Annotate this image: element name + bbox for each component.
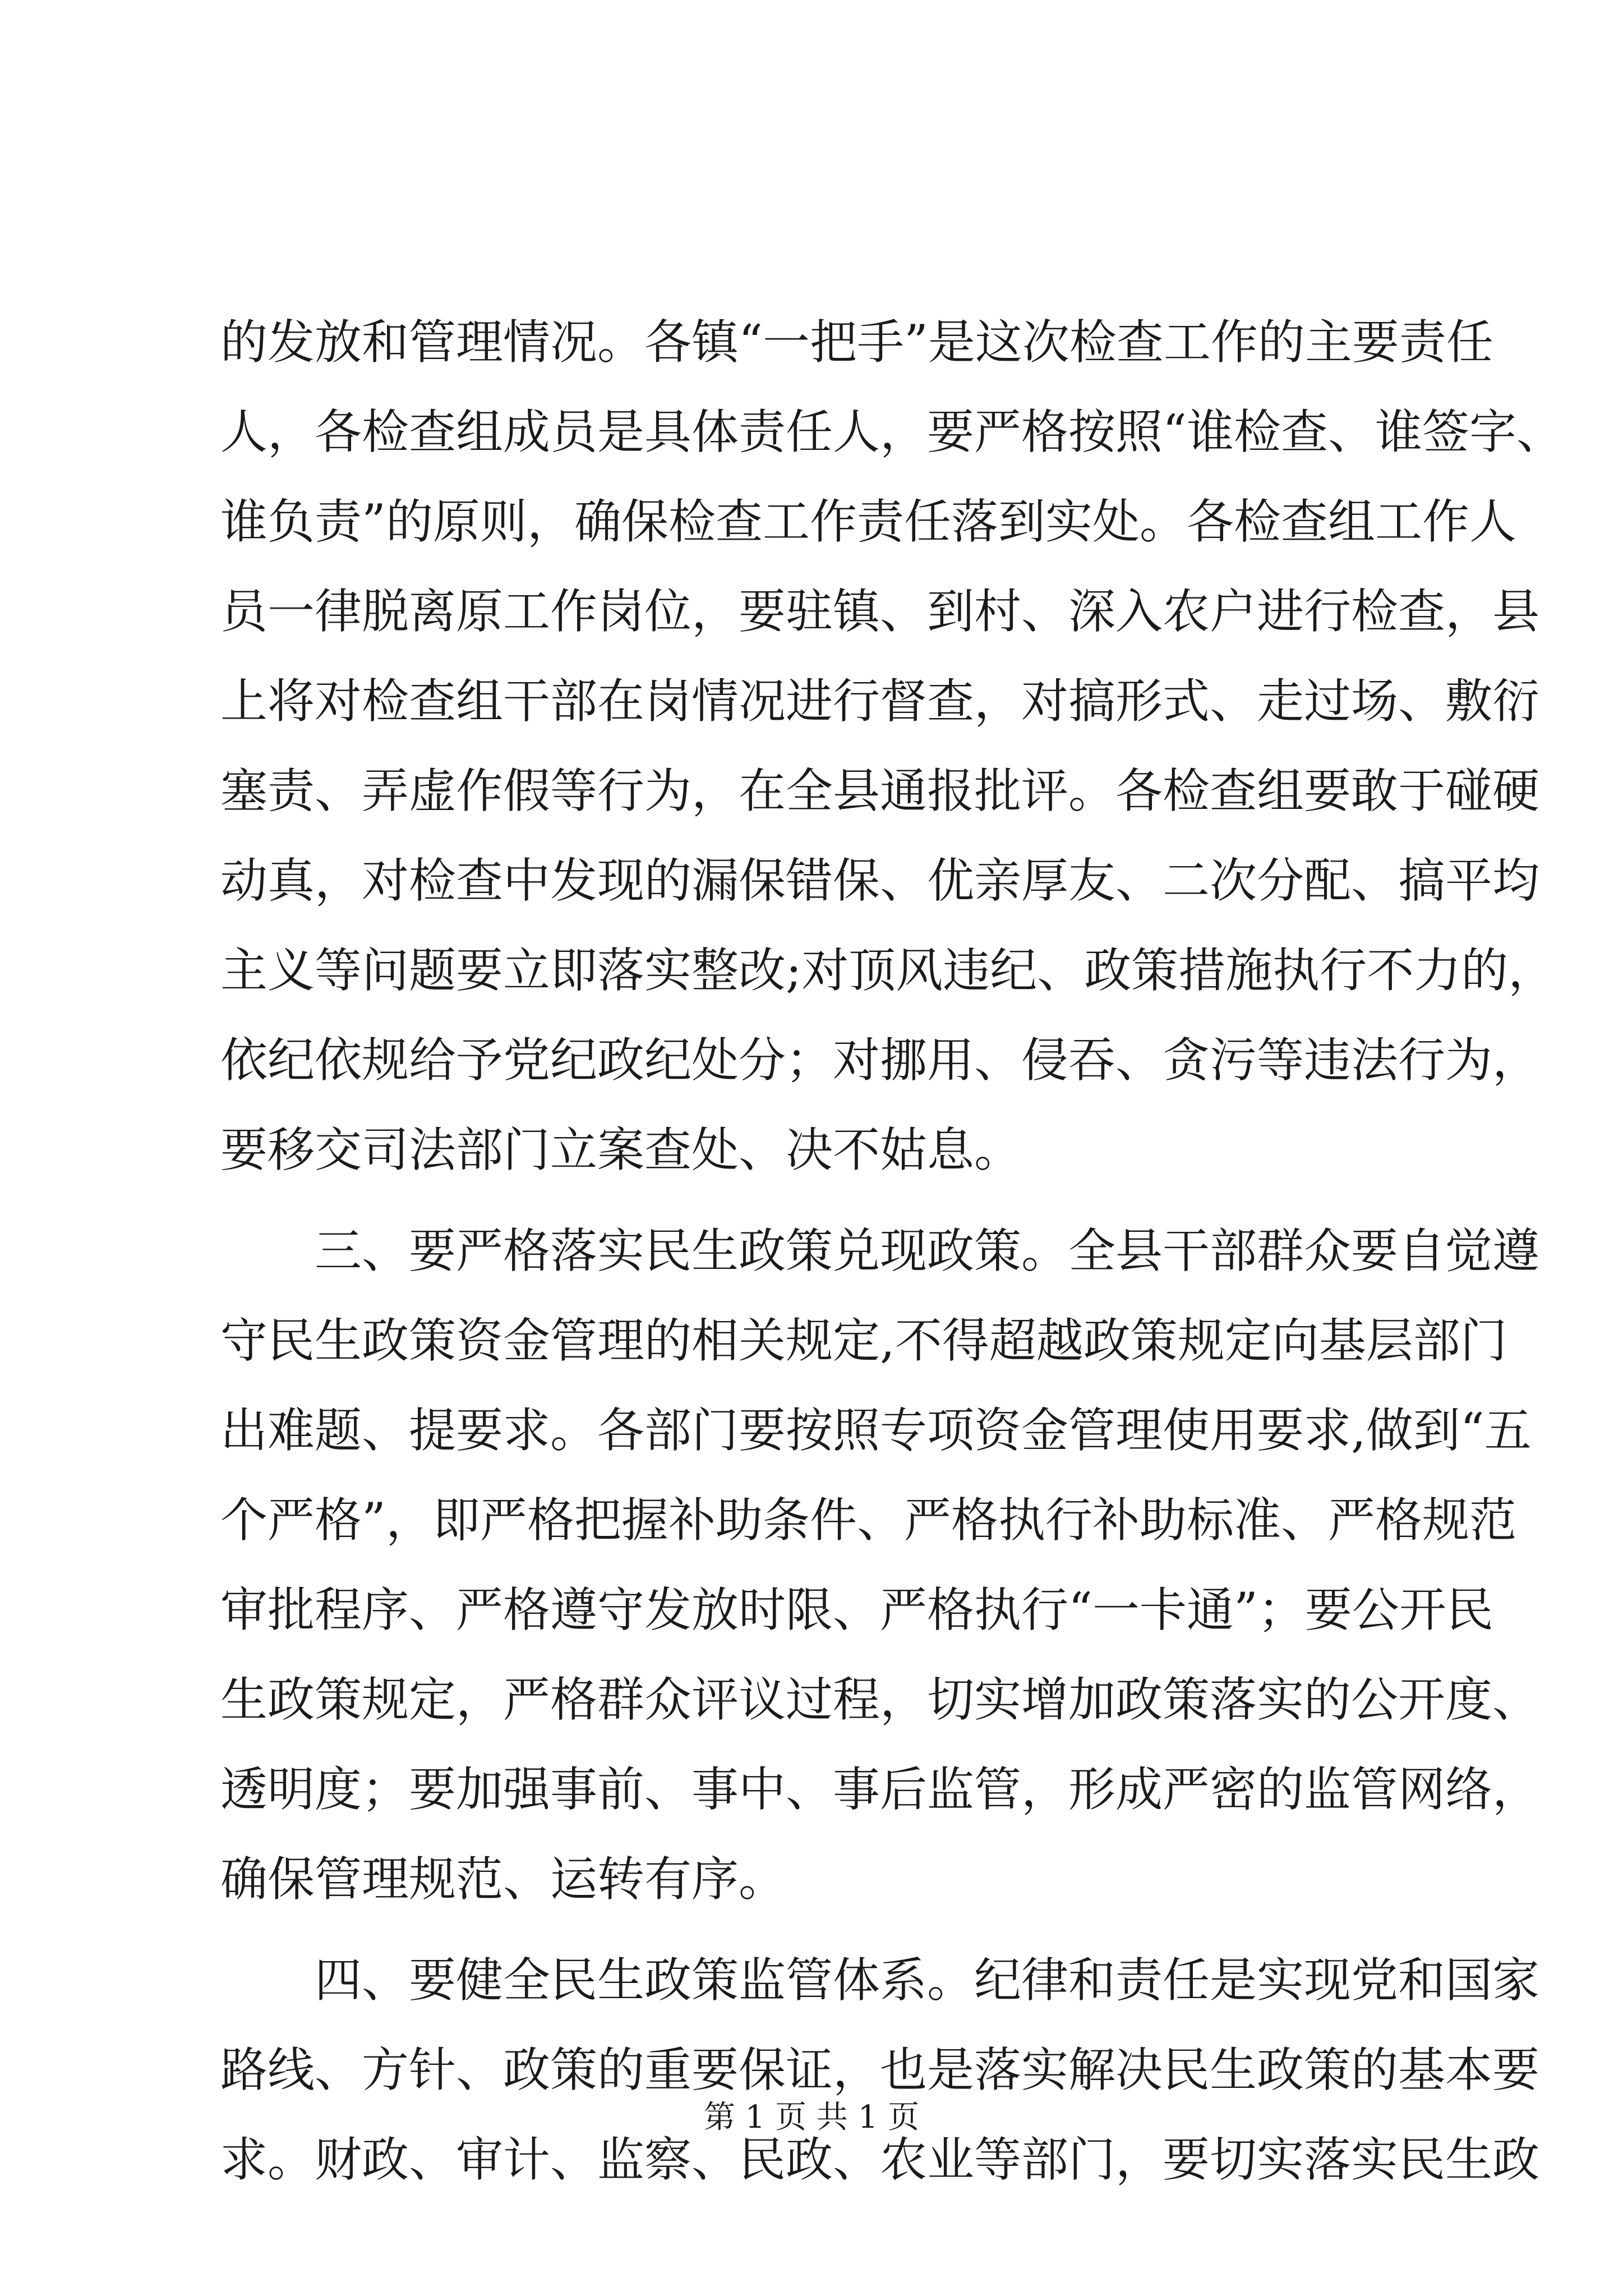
text-line: 谁负责”的原则，确保检查工作责任落到实处。各检查组工作人 [220,494,1516,549]
text-line: 四、要健全民生政策监管体系。纪律和责任是实现党和国家 [220,1953,1540,2008]
text-line: 主义等问题要立即落实整改;对顶风违纪、政策措施执行不力的， [220,943,1556,998]
text-line: 的发放和管理情况。各镇“一把手”是这次检查工作的主要责任 [220,315,1493,370]
paragraph-spacer [220,1195,1409,1206]
text-line: 塞责、弄虚作假等行为，在全县通报批评。各检查组要敢于碰硬 [220,763,1540,818]
text-line: 守民生政策资金管理的相关规定,不得超越政策规定向基层部门 [220,1313,1507,1368]
page-footer [0,2095,1623,2140]
text-line: 上将对检查组干部在岗情况进行督查，对搞形式、走过场、敷衍 [220,674,1540,729]
document-body [220,297,1564,2205]
text-line: 生政策规定，严格群众评议过程，切实增加政策落实的公开度、 [220,1672,1540,1727]
text-line: 三、要严格落实民生政策兑现政策。全县干部群众要自觉遵 [220,1223,1540,1278]
text-line: 动真，对检查中发现的漏保错保、优亲厚友、二次分配、搞平均 [220,853,1540,908]
page-number-label: 第 1 页 共 1 页 [703,2099,920,2136]
text-line: 出难题、提要求。各部门要按照专项资金管理使用要求,做到“五 [220,1403,1532,1458]
paragraph [220,297,1564,1195]
text-line: 透明度；要加强事前、事中、事后监管，形成严密的监管网络， [220,1762,1540,1817]
text-line: 要移交司法部门立案查处、决不姑息。 [220,1122,1022,1177]
text-line: 审批程序、严格遵守发放时限、严格执行“一卡通”；要公开民 [220,1582,1493,1637]
text-line: 人，各检查组成员是具体责任人，要严格按照“谁检查、谁签字、 [220,404,1564,459]
text-line: 路线、方针、政策的重要保证，也是落实解决民生政策的基本要 [220,2042,1540,2097]
text-line: 依纪依规给予党纪政纪处分；对挪用、侵吞、贪污等违法行为， [220,1033,1540,1088]
text-line: 求。财政、审计、监察、民政、农业等部门，要切实落实民生政 [220,2132,1540,2187]
paragraph [220,1206,1540,1924]
paragraph [220,1935,1540,2205]
text-line: 个严格”，即严格把握补助条件、严格执行补助标准、严格规范 [220,1493,1516,1548]
text-line: 确保管理规范、运转有序。 [220,1852,786,1907]
text-line: 员一律脱离原工作岗位，要驻镇、到村、深入农户进行检查，县 [220,584,1540,639]
paragraph-spacer [220,1924,1409,1935]
